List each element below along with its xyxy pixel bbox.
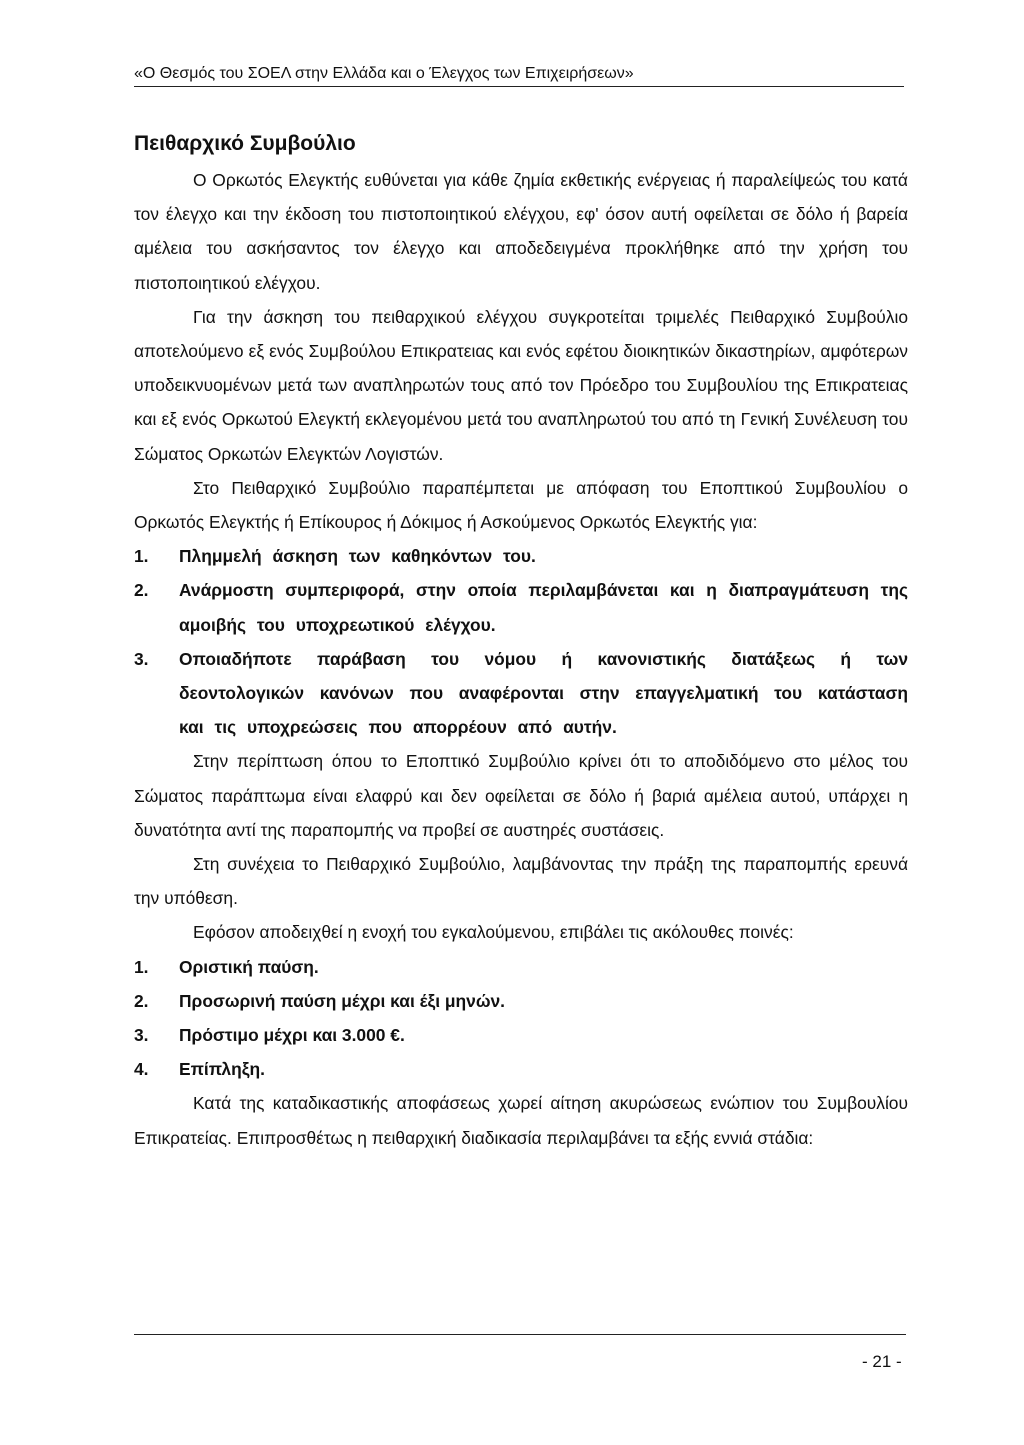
list-item-text: Πλημμελή άσκηση των καθηκόντων του.	[179, 546, 536, 567]
list-item-text: Οποιαδήποτε παράβαση του νόμου ή κανονιστικής διατάξεως ή των δεοντολογικών κανόνων που αναφέρονται στην επαγγελματική του κατάσταση και τις υποχρεώσεις που απορρέουν από αυτήν.	[179, 648, 908, 738]
list-item-number: 2.	[134, 580, 149, 601]
list-item-number: 3.	[134, 1025, 149, 1046]
list-item-text: Οριστική παύση.	[179, 956, 319, 977]
paragraph-liability: Ο Ορκωτός Ελεγκτής ευθύνεται για κάθε ζημία εκθετικής ενέργειας ή παραλείψεώς του κατά τον έλεγχο και την έκδοση του πιστοποιητικού ελέγχου, εφ' όσον αυτή οφείλεται σε δόλο ή βαρεία αμέλεια του ασκήσαντος τον έλεγχο και αποδεδειγμένα προκλήθηκε από την χρήση του πιστοποιητικού ελέγχου.	[134, 170, 908, 293]
list-item-number: 4.	[134, 1059, 149, 1080]
list-item	[134, 1052, 908, 1086]
list-item	[134, 1018, 908, 1052]
paragraph-appeal: Κατά της καταδικαστικής αποφάσεως χωρεί αίτηση ακυρώσεως ενώπιον του Συμβουλίου Επικρατείας. Επιπροσθέτως η πειθαρχική διαδικασία περιλαμβάνει τα εξής εννιά στάδια:	[134, 1093, 908, 1148]
list-item-text: Προσωρινή παύση μέχρι και έξι μηνών.	[179, 990, 506, 1011]
referral-grounds-list	[134, 539, 908, 744]
paragraph-referral: Στο Πειθαρχικό Συμβούλιο παραπέμπεται με απόφαση του Εποπτικού Συμβουλίου ο Ορκωτός Ελεγκτής ή Επίκουρος ή Δόκιμος ή Ασκούμενος Ορκωτός Ελεγκτής για:	[134, 477, 908, 533]
running-header: «Ο Θεσμός του ΣΟΕΛ στην Ελλάδα και ο Έλεγχος των Επιχειρήσεων»	[134, 64, 904, 87]
paragraph-penalties-intro: Εφόσον αποδειχθεί η ενοχή του εγκαλούμενου, επιβάλει τις ακόλουθες ποινές:	[193, 922, 794, 943]
list-item-text: Πρόστιμο μέχρι και 3.000 €.	[179, 1025, 405, 1046]
list-item-number: 1.	[134, 956, 149, 977]
page-body	[134, 127, 908, 1155]
list-item-text: Επίπληξη.	[179, 1059, 265, 1080]
list-item-number: 3.	[134, 648, 149, 669]
section-title: Πειθαρχικό Συμβούλιο	[134, 132, 356, 155]
paragraph-council-composition: Για την άσκηση του πειθαρχικού ελέγχου συγκροτείται τριμελές Πειθαρχικό Συμβούλιο αποτελούμενο εξ ενός Συμβούλου Επικρατειας και ενός εφέτου διοικητικών δικαστηρίων, αμφότερων υποδεικνυομένων μετά των αναπληρωτών τους από τον Πρόεδρο του Συμβουλίου της Επικρατειας και εξ ενός Ορκωτού Ελεγκτή εκλεγομένου μετά του αναπληρωτού του από τη Γενική Συνέλευση του Σώματος Ορκωτών Ελεγκτών Λογιστών.	[134, 306, 908, 464]
list-item	[134, 573, 908, 641]
list-item-text: Ανάρμοστη συμπεριφορά, στην οποία περιλαμβάνεται και η διαπραγμάτευση της αμοιβής του υποχρεωτικού ελέγχου.	[179, 580, 908, 635]
list-item	[134, 642, 908, 745]
list-item	[134, 539, 908, 573]
list-item	[134, 984, 908, 1018]
list-item-number: 2.	[134, 990, 149, 1011]
list-item	[134, 950, 908, 984]
footer-rule	[134, 1334, 906, 1335]
penalties-list	[134, 950, 908, 1087]
paragraph-light-offence: Στην περίπτωση όπου το Εποπτικό Συμβούλιο κρίνει ότι το αποδιδόμενο στο μέλος του Σώματος παράπτωμα είναι ελαφρύ και δεν οφείλεται σε δόλο ή βαριά αμέλεια αυτού, υπάρχει η δυνατότητα αντί της παραπομπής να προβεί σε αυστηρές συστάσεις.	[134, 751, 908, 840]
page-number: - 21 -	[862, 1352, 902, 1371]
paragraph-investigation: Στη συνέχεια το Πειθαρχικό Συμβούλιο, λαμβάνοντας την πράξη της παραπομπής ερευνά την υπόθεση.	[134, 854, 908, 909]
list-item-number: 1.	[134, 546, 149, 567]
